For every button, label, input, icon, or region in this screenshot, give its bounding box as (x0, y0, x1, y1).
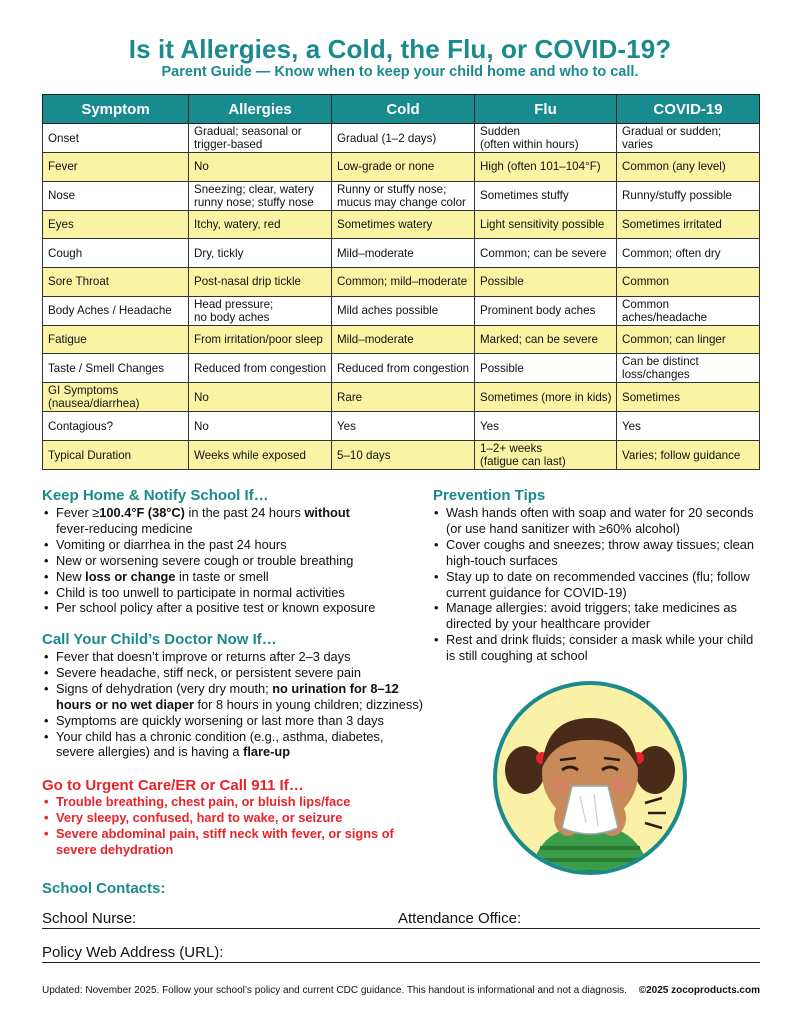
cell-covid: Varies; follow guidance (617, 441, 760, 470)
list-item: • Per school policy after a positive test or known exposure (44, 600, 424, 616)
prevention-heading: Prevention Tips (433, 487, 546, 504)
cell-allergies: Gradual; seasonal or trigger-based (189, 124, 332, 153)
table-row (43, 124, 760, 153)
table-row (43, 296, 760, 325)
cell-flu: High (often 101–104°F) (475, 153, 617, 182)
cell-cold: Sometimes watery (332, 210, 475, 239)
list-item: • Child is too unwell to participate in normal activities (44, 585, 424, 601)
urgent-heading: Go to Urgent Care/ER or Call 911 If… (42, 777, 304, 794)
list-item: • Stay up to date on recommended vaccines (flu; follow current guidance for COVID-19) (434, 569, 764, 601)
cell-cold: Reduced from congestion (332, 354, 475, 383)
table-row (43, 441, 760, 470)
cell-cold: Mild–moderate (332, 239, 475, 268)
cell-flu: Common; can be severe (475, 239, 617, 268)
table-row (43, 210, 760, 239)
cell-symptom: Fever (43, 153, 189, 182)
doctor-list (44, 649, 434, 760)
cell-cold: Mild aches possible (332, 296, 475, 325)
page-title: Is it Allergies, a Cold, the Flu, or COVID-19? (128, 34, 672, 64)
cell-symptom: Eyes (43, 210, 189, 239)
cell-covid: Common (617, 268, 760, 297)
sneezing-child-icon (490, 678, 690, 878)
cell-covid: Runny/stuffy possible (617, 181, 760, 210)
list-item: • Signs of dehydration (very dry mouth; no urination for 8–12 hours or no wet diaper for 8 hours in young children; dizziness) (44, 681, 434, 713)
table-row (43, 239, 760, 268)
cell-allergies: Sneezing; clear, watery runny nose; stuffy nose (189, 181, 332, 210)
cell-flu: Sometimes stuffy (475, 181, 617, 210)
cell-covid: Common; often dry (617, 239, 760, 268)
table-row (43, 325, 760, 354)
list-item: • Vomiting or diarrhea in the past 24 hours (44, 537, 424, 553)
cell-symptom: Sore Throat (43, 268, 189, 297)
cell-cold: Rare (332, 383, 475, 412)
school-nurse-label: School Nurse: (42, 910, 137, 927)
cell-cold: 5–10 days (332, 441, 475, 470)
cell-symptom: Fatigue (43, 325, 189, 354)
cell-cold: Yes (332, 412, 475, 441)
cell-allergies: Post-nasal drip tickle (189, 268, 332, 297)
cell-covid: Sometimes (617, 383, 760, 412)
cell-allergies: Reduced from congestion (189, 354, 332, 383)
cell-allergies: Dry, tickly (189, 239, 332, 268)
table-row (43, 383, 760, 412)
cell-allergies: Head pressure; no body aches (189, 296, 332, 325)
cell-flu: Prominent body aches (475, 296, 617, 325)
list-item: • Cover coughs and sneezes; throw away tissues; clean high-touch surfaces (434, 537, 764, 569)
table-row (43, 412, 760, 441)
cell-symptom: Nose (43, 181, 189, 210)
list-item: • Fever that doesn’t improve or returns after 2–3 days (44, 649, 434, 665)
contact-line-1[interactable] (42, 928, 760, 929)
cell-covid: Yes (617, 412, 760, 441)
cell-allergies: Itchy, watery, red (189, 210, 332, 239)
doctor-heading: Call Your Child’s Doctor Now If… (42, 631, 277, 648)
cell-symptom: Cough (43, 239, 189, 268)
cell-symptom: Contagious? (43, 412, 189, 441)
column-header: Flu (475, 95, 617, 124)
cell-allergies: From irritation/poor sleep (189, 325, 332, 354)
cell-covid: Sometimes irritated (617, 210, 760, 239)
column-header: COVID-19 (617, 95, 760, 124)
keep-home-list (44, 505, 424, 616)
list-item: • New loss or change in taste or smell (44, 569, 424, 585)
cell-symptom: Body Aches / Headache (43, 296, 189, 325)
prevention-list (434, 505, 764, 664)
policy-url-label: Policy Web Address (URL): (42, 944, 224, 961)
cell-covid: Common; can linger (617, 325, 760, 354)
column-header: Symptom (43, 95, 189, 124)
cell-symptom: GI Symptoms (nausea/diarrhea) (43, 383, 189, 412)
contact-line-2[interactable] (42, 962, 760, 963)
list-item: • Your child has a chronic condition (e.g., asthma, diabetes, severe allergies) and is having a flare-up (44, 729, 434, 761)
cell-cold: Mild–moderate (332, 325, 475, 354)
cell-allergies: No (189, 153, 332, 182)
footer-note: Updated: November 2025. Follow your school’s policy and current CDC guidance. This handout is informational and not a diagnosis. (42, 985, 627, 996)
cell-flu: Possible (475, 268, 617, 297)
cell-cold: Runny or stuffy nose; mucus may change color (332, 181, 475, 210)
cell-allergies: No (189, 383, 332, 412)
cell-cold: Low-grade or none (332, 153, 475, 182)
urgent-list (44, 794, 434, 858)
cell-flu: Yes (475, 412, 617, 441)
cell-symptom: Typical Duration (43, 441, 189, 470)
table-row (43, 354, 760, 383)
table-row (43, 181, 760, 210)
cell-covid: Gradual or sudden; varies (617, 124, 760, 153)
table-header-row (43, 95, 760, 124)
cell-symptom: Onset (43, 124, 189, 153)
list-item: • Symptoms are quickly worsening or last more than 3 days (44, 713, 434, 729)
table-row (43, 153, 760, 182)
list-item: • Trouble breathing, chest pain, or bluish lips/face (44, 794, 434, 810)
column-header: Allergies (189, 95, 332, 124)
school-contacts-heading: School Contacts: (42, 880, 166, 897)
page-subtitle: Parent Guide — Know when to keep your child home and who to call. (161, 64, 639, 80)
list-item: • Severe headache, stiff neck, or persistent severe pain (44, 665, 434, 681)
list-item: • Severe abdominal pain, stiff neck with fever, or signs of severe dehydration (44, 826, 434, 858)
symptom-comparison-table (42, 94, 760, 470)
keep-home-heading: Keep Home & Notify School If… (42, 487, 269, 504)
list-item: • Fever ≥100.4°F (38°C) in the past 24 hours without fever-reducing medicine (44, 505, 424, 537)
list-item: • Manage allergies: avoid triggers; take medicines as directed by your healthcare provider (434, 600, 764, 632)
column-header: Cold (332, 95, 475, 124)
cell-cold: Common; mild–moderate (332, 268, 475, 297)
cell-flu: 1–2+ weeks (fatigue can last) (475, 441, 617, 470)
cell-flu: Sometimes (more in kids) (475, 383, 617, 412)
cell-flu: Marked; can be severe (475, 325, 617, 354)
cell-allergies: No (189, 412, 332, 441)
list-item: • New or worsening severe cough or trouble breathing (44, 553, 424, 569)
list-item: • Very sleepy, confused, hard to wake, or seizure (44, 810, 434, 826)
cell-covid: Can be distinct loss/changes (617, 354, 760, 383)
cell-covid: Common (any level) (617, 153, 760, 182)
footer-copyright: ©2025 zocoproducts.com (638, 985, 760, 996)
list-item: • Wash hands often with soap and water for 20 seconds (or use hand sanitizer with ≥60% alcohol) (434, 505, 764, 537)
table-row (43, 268, 760, 297)
cell-flu: Possible (475, 354, 617, 383)
cell-cold: Gradual (1–2 days) (332, 124, 475, 153)
attendance-office-label: Attendance Office: (398, 910, 522, 927)
cell-flu: Light sensitivity possible (475, 210, 617, 239)
cell-symptom: Taste / Smell Changes (43, 354, 189, 383)
cell-covid: Common aches/headache (617, 296, 760, 325)
list-item: • Rest and drink fluids; consider a mask while your child is still coughing at school (434, 632, 764, 664)
cell-allergies: Weeks while exposed (189, 441, 332, 470)
cell-flu: Sudden (often within hours) (475, 124, 617, 153)
